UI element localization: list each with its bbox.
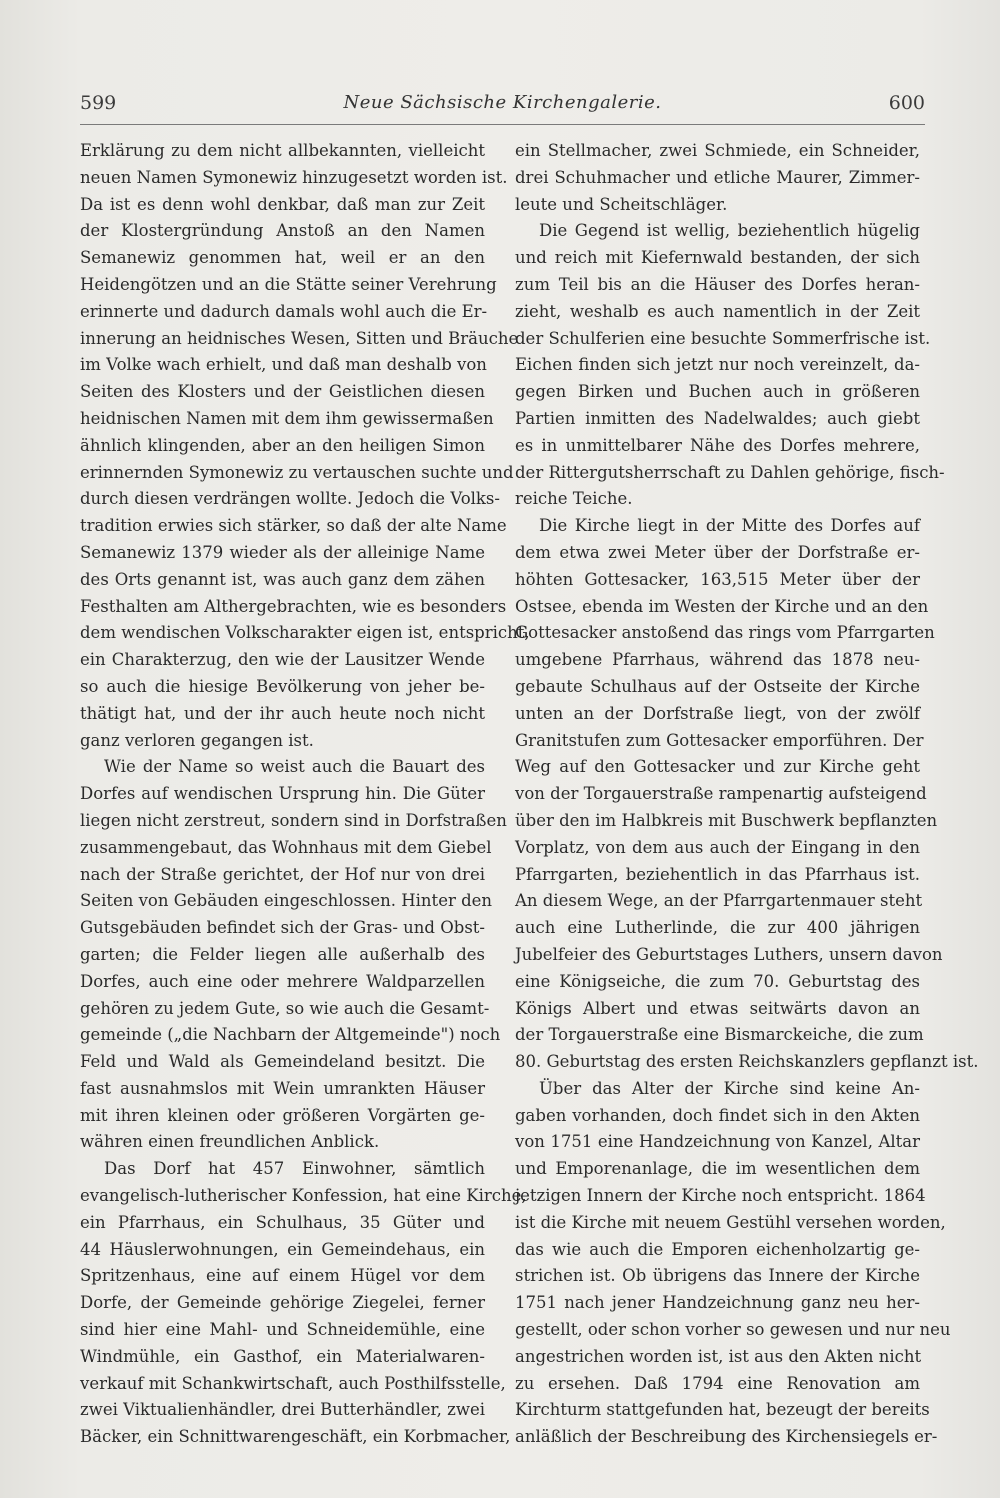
text-line: reiche Teiche. (515, 489, 633, 509)
text-line: thätigt hat, und der ihr auch heute noch nicht (80, 703, 485, 723)
text-line: anläßlich der Beschreibung des Kirchensiegels er- (515, 1427, 938, 1447)
text-line: der Rittergutsherrschaft zu Dahlen gehörige, fisch- (515, 462, 945, 482)
right-column (515, 138, 979, 1447)
text-line: zu ersehen. Daß 1794 eine Renovation am (515, 1373, 920, 1393)
text-line: Feld und Wald als Gemeindeland besitzt. Die (80, 1052, 485, 1072)
text-line: Seiten von Gebäuden eingeschlossen. Hinter den (80, 891, 493, 911)
text-line: 80. Geburtstag des ersten Reichskanzlers gepflanzt ist. (515, 1052, 979, 1072)
text-line: Das Dorf hat 457 Einwohner, sämtlich (104, 1159, 485, 1179)
running-title: Neue Sächsische Kirchengalerie. (343, 92, 662, 113)
text-line: Seiten des Klosters und der Geistlichen diesen (80, 382, 485, 402)
text-line: Erklärung zu dem nicht allbekannten, vielleicht (80, 141, 485, 160)
text-line: eine Königseiche, die zum 70. Geburtstag des (515, 971, 920, 991)
text-line: ein Pfarrhaus, ein Schulhaus, 35 Güter und (80, 1212, 485, 1232)
text-line: evangelisch-lutherischer Konfession, hat eine Kirche, (80, 1186, 527, 1206)
text-line: liegen nicht zerstreut, sondern sind in Dorfstraßen (80, 810, 507, 830)
text-line: strichen ist. Ob übrigens das Innere der Kirche (515, 1266, 920, 1286)
text-line: innerung an heidnisches Wesen, Sitten und Bräuche (80, 328, 519, 348)
left-column (80, 138, 530, 1447)
text-line: Gutsgebäuden befindet sich der Gras- und Obst- (80, 918, 485, 938)
text-line: im Volke wach erhielt, und daß man deshalb von (80, 355, 487, 375)
text-line: garten; die Felder liegen alle außerhalb des (80, 944, 485, 964)
text-line: Weg auf den Gottesacker und zur Kirche geht (515, 757, 920, 777)
text-line: Partien inmitten des Nadelwaldes; auch giebt (515, 408, 920, 428)
text-line: 1751 nach jener Handzeichnung ganz neu her- (515, 1293, 920, 1313)
text-line: sind hier eine Mahl- und Schneidemühle, eine (80, 1320, 485, 1340)
text-line: der Torgauerstraße eine Bismarckeiche, die zum (515, 1025, 924, 1045)
text-line: zieht, weshalb es auch namentlich in der Zeit (515, 301, 920, 321)
text-line: heidnischen Namen mit dem ihm gewissermaßen (80, 408, 494, 428)
text-line: An diesem Wege, an der Pfarrgartenmauer steht (515, 891, 923, 911)
text-line: Pfarrgarten, beziehentlich in das Pfarrhaus ist. (515, 864, 920, 884)
text-line: von der Torgauerstraße rampenartig aufsteigend (515, 784, 927, 804)
text-line: Windmühle, ein Gasthof, ein Materialwaren- (80, 1346, 485, 1366)
text-line: auch eine Lutherlinde, die zur 400 jährigen (515, 918, 920, 938)
text-line: angestrichen worden ist, ist aus den Akten nicht (515, 1346, 922, 1366)
text-line: ein Stellmacher, zwei Schmiede, ein Schneider, (515, 141, 920, 160)
text-line: mit ihren kleinen oder größeren Vorgärten ge- (80, 1105, 485, 1125)
header-rule (80, 124, 925, 125)
text-line: gebaute Schulhaus auf der Ostseite der Kirche (515, 676, 920, 696)
text-line: gegen Birken und Buchen auch in größeren (515, 382, 920, 402)
text-line: umgebene Pfarrhaus, während das 1878 neu- (515, 650, 920, 670)
text-line: Semanewiz genommen hat, weil er an den (80, 248, 485, 268)
text-line: fast ausnahmslos mit Wein umrankten Häuser (80, 1078, 485, 1098)
text-line: durch diesen verdrängen wollte. Jedoch die Volks- (80, 489, 500, 509)
text-line: Die Kirche liegt in der Mitte des Dorfes auf (539, 516, 920, 536)
text-line: Ostsee, ebenda im Westen der Kirche und an den (515, 596, 929, 616)
text-line: erinnerte und dadurch damals wohl auch die Er- (80, 301, 488, 321)
text-line: es in unmittelbarer Nähe des Dorfes mehrere, (515, 435, 920, 455)
text-line: erinnernden Symonewiz zu vertauschen suchte und (80, 462, 514, 482)
text-line: Dorfes auf wendischen Ursprung hin. Die Güter (80, 784, 485, 804)
text-line: tradition erwies sich stärker, so daß der alte Name (80, 516, 507, 536)
text-line: der Schulferien eine besuchte Sommerfrische ist. (515, 328, 931, 348)
text-line: ähnlich klingenden, aber an den heiligen Simon (80, 435, 485, 455)
text-line: Spritzenhaus, eine auf einem Hügel vor dem (80, 1266, 485, 1286)
text-line: zwei Viktualienhändler, drei Butterhändler, zwei (80, 1400, 485, 1420)
text-line: Eichen finden sich jetzt nur noch vereinzelt, da- (515, 355, 920, 375)
text-line: Dorfe, der Gemeinde gehörige Ziegelei, ferner (80, 1293, 485, 1313)
text-line: Semanewiz 1379 wieder als der alleinige Name (80, 542, 485, 562)
text-line: Über das Alter der Kirche sind keine An- (539, 1078, 920, 1098)
text-line: währen einen freundlichen Anblick. (80, 1132, 380, 1152)
text-line: Dorfes, auch eine oder mehrere Waldparzellen (80, 971, 485, 991)
text-line: von 1751 eine Handzeichnung von Kanzel, Altar (515, 1132, 920, 1152)
text-line: jetzigen Innern der Kirche noch entspricht. 1864 (515, 1186, 926, 1206)
text-line: Granitstufen zum Gottesacker emporführen. Der (515, 730, 924, 750)
text-line: über den im Halbkreis mit Buschwerk bepflanzten (515, 810, 938, 830)
text-line: Die Gegend ist wellig, beziehentlich hügelig (539, 221, 920, 241)
text-line: zum Teil bis an die Häuser des Dorfes heran- (515, 274, 920, 294)
text-line: drei Schuhmacher und etliche Maurer, Zimmer- (515, 167, 920, 187)
text-line: gestellt, oder schon vorher so gewesen und nur neu (515, 1320, 951, 1340)
text-line: und reich mit Kiefernwald bestanden, der sich (515, 248, 920, 268)
text-line: Da ist es denn wohl denkbar, daß man zur Zeit (80, 194, 485, 214)
text-line: Festhalten am Althergebrachten, wie es besonders (80, 596, 507, 616)
text-line: Königs Albert und etwas seitwärts davon an (515, 998, 920, 1018)
text-line: ist die Kirche mit neuem Gestühl versehen worden, (515, 1212, 946, 1232)
text-line: zusammengebaut, das Wohnhaus mit dem Giebel (80, 837, 492, 857)
text-line: und Emporenanlage, die im wesentlichen dem (515, 1159, 920, 1179)
text-line: höhten Gottesacker, 163,515 Meter über der (515, 569, 920, 589)
text-line: Kirchturm stattgefunden hat, bezeugt der bereits (515, 1400, 930, 1420)
text-line: so auch die hiesige Bevölkerung von jeher be- (80, 676, 485, 696)
text-line: gemeinde („die Nachbarn der Altgemeinde") noch (80, 1025, 501, 1045)
text-line: verkauf mit Schankwirtschaft, auch Posthilfsstelle, (80, 1373, 506, 1393)
text-line: leute und Scheitschläger. (515, 194, 728, 214)
text-line: ganz verloren gegangen ist. (80, 730, 314, 750)
text-line: nach der Straße gerichtet, der Hof nur von drei (80, 864, 485, 884)
text-line: 44 Häuslerwohnungen, ein Gemeindehaus, ein (80, 1239, 485, 1259)
text-line: das wie auch die Emporen eichenholzartig ge- (515, 1239, 920, 1259)
text-line: neuen Namen Symonewiz hinzugesetzt worden ist. (80, 167, 508, 187)
text-line: unten an der Dorfstraße liegt, von der zwölf (515, 703, 920, 723)
text-line: gehören zu jedem Gute, so wie auch die Gesamt- (80, 998, 490, 1018)
page-header (80, 92, 925, 122)
text-line: des Orts genannt ist, was auch ganz dem zähen (80, 569, 485, 589)
text-line: gaben vorhanden, doch findet sich in den Akten (515, 1105, 920, 1125)
text-line: Wie der Name so weist auch die Bauart des (104, 757, 485, 777)
page-number-left: 599 (80, 92, 117, 114)
text-line: Jubelfeier des Geburtstages Luthers, unsern davon (515, 944, 943, 964)
text-line: Bäcker, ein Schnittwarengeschäft, ein Korbmacher, (80, 1427, 511, 1447)
text-line: Gottesacker anstoßend das rings vom Pfarrgarten (515, 623, 935, 643)
text-line: Heidengötzen und an die Stätte seiner Verehrung (80, 274, 497, 294)
text-line: dem etwa zwei Meter über der Dorfstraße er- (515, 542, 920, 562)
text-line: ein Charakterzug, den wie der Lausitzer Wende (80, 650, 485, 670)
page-number-right: 600 (888, 92, 925, 114)
text-line: Vorplatz, von dem aus auch der Eingang in den (515, 837, 920, 857)
text-line: dem wendischen Volkscharakter eigen ist, entspricht, (80, 623, 530, 643)
text-line: der Klostergründung Anstoß an den Namen (80, 221, 485, 241)
